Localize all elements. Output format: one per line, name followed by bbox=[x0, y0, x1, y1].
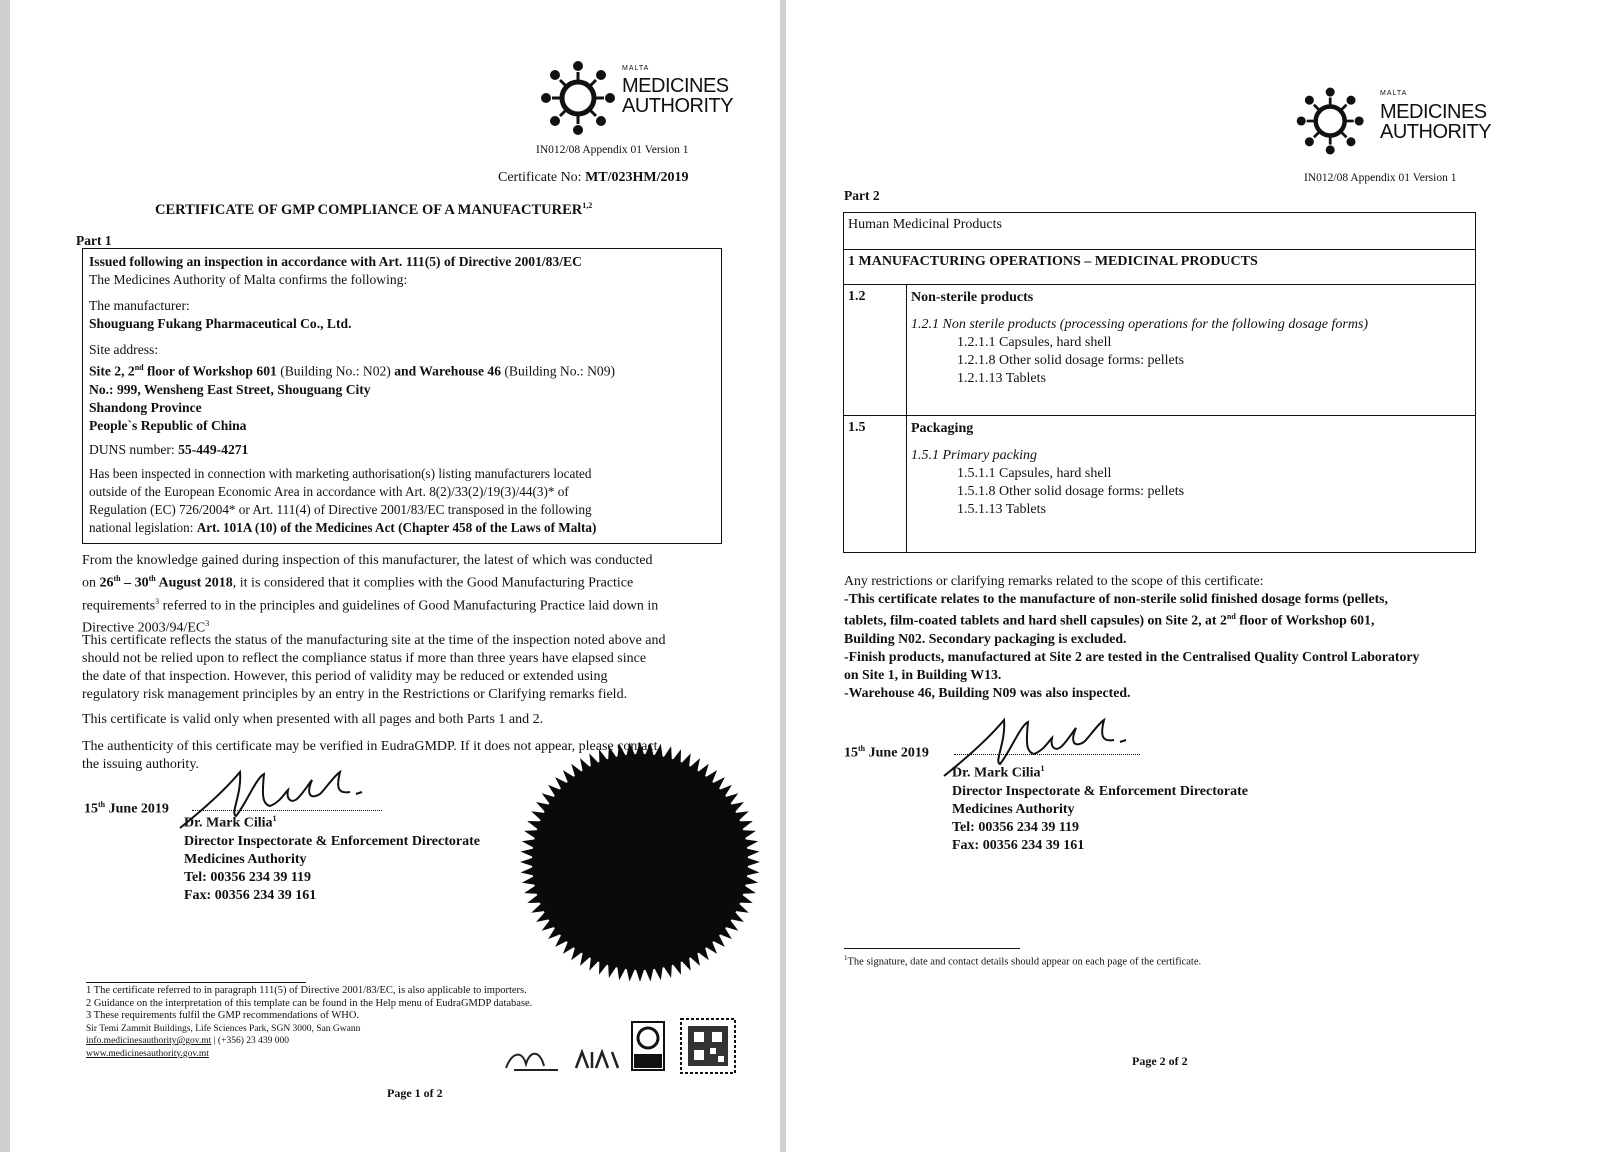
signer-fax: Fax: 00356 234 39 161 bbox=[952, 837, 1085, 853]
date-day: 15 bbox=[844, 745, 858, 761]
duns-value: 55-449-4271 bbox=[178, 441, 249, 457]
page-number-1: Page 1 of 2 bbox=[387, 1086, 443, 1100]
date-rest: June 2019 bbox=[865, 745, 929, 761]
signer-role: Director Inspectorate & Enforcement Directorate bbox=[952, 783, 1248, 799]
part-2-label: Part 2 bbox=[844, 188, 880, 203]
restriction-1d: Building N02. Secondary packaging is excluded. bbox=[844, 630, 1127, 646]
knowledge-line-1: From the knowledge gained during inspection of this manufacturer, the latest of which was conducted bbox=[82, 553, 653, 568]
duns-label: DUNS number: bbox=[89, 441, 179, 457]
k2f: August 2018 bbox=[155, 575, 233, 591]
section-subtitle: 1.2.1 Non sterile products (processing operations for the following dosage forms) bbox=[911, 317, 1369, 332]
status-line-2: should not be relied upon to reflect the compliance status if more than three years have elapsed since bbox=[82, 651, 647, 666]
authenticity-line-2: the issuing authority. bbox=[82, 757, 199, 772]
manufacturer-info-box bbox=[82, 248, 722, 544]
document-reference: IN012/08 Appendix 01 Version 1 bbox=[1304, 172, 1457, 184]
date-day: 15 bbox=[84, 801, 98, 817]
title-footnote-ref: 1,2 bbox=[582, 201, 593, 210]
k3a: requirements bbox=[82, 598, 156, 614]
signer-name-text: Dr. Mark Cilia bbox=[184, 815, 273, 831]
signature-date bbox=[84, 800, 169, 818]
inspected-line-3: Regulation (EC) 726/2004* or Art. 111(4) of Directive 2001/83/EC transposed in the following bbox=[89, 501, 592, 517]
k3c: referred to in the principles and guidelines of Good Manufacturing Practice laid down in bbox=[159, 598, 659, 614]
inspected-line-4 bbox=[89, 519, 715, 537]
restriction-1c: floor of Workshop 601, bbox=[1235, 612, 1375, 628]
k4b: 3 bbox=[205, 619, 210, 629]
signer-name-text: Dr. Mark Cilia bbox=[952, 765, 1041, 781]
logo-line-1: MEDICINES bbox=[1380, 101, 1487, 123]
logo-country: MALTA bbox=[622, 65, 650, 72]
authority-phone: | (+356) 23 439 000 bbox=[211, 1036, 289, 1046]
section-content-cell bbox=[907, 285, 1476, 416]
sun-emblem-icon bbox=[1294, 84, 1370, 158]
validity-line: This certificate is valid only when presented with all pages and both Parts 1 and 2. bbox=[82, 712, 544, 727]
qr-code-icon bbox=[680, 1018, 736, 1074]
medicines-authority-logo-page-2 bbox=[1294, 84, 1494, 174]
product-type: Human Medicinal Products bbox=[848, 217, 1002, 232]
footnote-sup: 1 bbox=[844, 954, 848, 962]
partner-logo-1-icon bbox=[500, 1042, 564, 1076]
manufacturer-label: The manufacturer: bbox=[89, 298, 190, 313]
restriction-2a: -Finish products, manufactured at Site 2 are tested in the Centralised Quality Control Laboratory bbox=[844, 648, 1420, 664]
section-title: Non-sterile products bbox=[911, 290, 1034, 305]
section-code: 1.2 bbox=[848, 289, 866, 304]
site-address-line-1 bbox=[89, 359, 715, 381]
site-a-sup: nd bbox=[134, 363, 144, 372]
section-subtitle: 1.5.1 Primary packing bbox=[911, 448, 1037, 463]
site-address-line-3: Shandong Province bbox=[89, 399, 202, 415]
partner-logo-2-icon bbox=[572, 1046, 624, 1074]
part-1-label: Part 1 bbox=[76, 233, 112, 248]
section-item: 1.5.1.1 Capsules, hard shell bbox=[957, 466, 1112, 481]
inspected-line-1: Has been inspected in connection with marketing authorisation(s) listing manufacturers located bbox=[89, 465, 592, 481]
footnote-separator bbox=[86, 982, 306, 983]
section-item: 1.2.1.1 Capsules, hard shell bbox=[957, 335, 1112, 350]
issued-line: Issued following an inspection in accordance with Art. 111(5) of Directive 2001/83/EC bbox=[89, 254, 582, 269]
restriction-1b-text: tablets, film-coated tablets and hard shell capsules) on Site 2, at 2 bbox=[844, 612, 1227, 628]
footnote-2: 2 Guidance on the interpretation of this template can be found in the Help menu of EudraGMDP database. bbox=[86, 997, 533, 1009]
status-line-1: This certificate reflects the status of the manufacturing site at the time of the inspection noted above and bbox=[82, 633, 666, 648]
date-rest: June 2019 bbox=[105, 801, 169, 817]
site-d: and Warehouse 46 bbox=[394, 363, 501, 379]
manufacturing-operations-table bbox=[843, 212, 1476, 553]
footnote-separator-page-2 bbox=[844, 948, 1020, 949]
k2b: 26 bbox=[99, 575, 114, 591]
restriction-1b bbox=[844, 608, 1484, 630]
page-number-2: Page 2 of 2 bbox=[1132, 1054, 1188, 1068]
site-c: (Building No.: N02) bbox=[276, 363, 395, 379]
footnote-3: 3 These requirements fulfil the GMP recommendations of WHO. bbox=[86, 1010, 360, 1021]
restrictions-label: Any restrictions or clarifying remarks related to the scope of this certificate: bbox=[844, 573, 1264, 588]
authority-address: Sir Temi Zammit Buildings, Life Sciences Park, SGN 3000, San Gwann bbox=[86, 1023, 361, 1034]
section-item: 1.5.1.13 Tablets bbox=[957, 502, 1046, 517]
authority-email-link[interactable]: info.medicinesauthority@gov.mt bbox=[86, 1036, 212, 1046]
manufacturer-name: Shouguang Fukang Pharmaceutical Co., Ltd. bbox=[89, 316, 352, 331]
medicines-authority-logo bbox=[538, 58, 738, 148]
section-header-cell bbox=[844, 250, 1476, 285]
product-type-cell bbox=[844, 213, 1476, 250]
certificate-title bbox=[155, 201, 592, 219]
knowledge-line-2 bbox=[82, 570, 728, 593]
signer-name bbox=[952, 760, 1248, 783]
signer-name bbox=[184, 810, 480, 833]
section-content-cell bbox=[907, 416, 1476, 553]
authority-website-link[interactable]: www.medicinesauthority.gov.mt bbox=[86, 1048, 209, 1059]
site-a: Site 2, 2 bbox=[89, 363, 135, 379]
restriction-3: -Warehouse 46, Building N09 was also inspected. bbox=[844, 684, 1131, 700]
site-address-label: Site address: bbox=[89, 342, 159, 357]
logo-line-1: MEDICINES bbox=[622, 75, 729, 97]
status-paragraph bbox=[82, 632, 728, 704]
section-code-cell bbox=[844, 285, 907, 416]
status-line-4: regulatory risk management principles by an entry in the Restrictions or Clarifying remarks field. bbox=[82, 687, 628, 702]
logo-line-2: AUTHORITY bbox=[622, 95, 734, 117]
k2g: , it is considered that it complies with the Good Manufacturing Practice bbox=[232, 575, 634, 591]
signer-block-page-2 bbox=[952, 760, 1248, 855]
site-b: floor of Workshop 601 bbox=[143, 363, 277, 379]
section-code-cell bbox=[844, 416, 907, 553]
duns-number bbox=[89, 441, 715, 459]
section-item: 1.2.1.13 Tablets bbox=[957, 371, 1046, 386]
authenticity-line-1: The authenticity of this certificate may be verified in EudraGMDP. If it does not appear, please contact bbox=[82, 739, 658, 754]
certificate-page-2 bbox=[786, 0, 1600, 1152]
footnote-1: 1 The certificate referred to in paragraph 111(5) of Directive 2001/83/EC, is also applicable to importers. bbox=[86, 985, 527, 996]
sun-emblem-icon bbox=[538, 58, 622, 138]
restrictions-block bbox=[844, 572, 1484, 702]
signer-org: Medicines Authority bbox=[952, 801, 1075, 817]
footnote-text: The signature, date and contact details should appear on each page of the certificate. bbox=[847, 956, 1202, 968]
site-address-line-4: People`s Republic of China bbox=[89, 417, 247, 433]
k2d: – 30 bbox=[120, 575, 149, 591]
official-seal-stamp bbox=[518, 740, 762, 984]
section-item: 1.2.1.8 Other solid dosage forms: pellets bbox=[957, 353, 1185, 368]
certificate-number-label: Certificate No: bbox=[498, 170, 582, 185]
restriction-1b-sup: nd bbox=[1226, 612, 1236, 621]
date-sup: th bbox=[858, 744, 866, 753]
inspected-4b: Art. 101A (10) of the Medicines Act (Chapter 458 of the Laws of Malta) bbox=[196, 519, 597, 535]
authority-contact bbox=[86, 1035, 532, 1048]
signer-name-sup: 1 bbox=[272, 814, 277, 823]
k2e: th bbox=[148, 574, 156, 583]
signer-block-page-1 bbox=[184, 810, 480, 905]
k4a: Directive 2003/94/EC bbox=[82, 620, 206, 636]
knowledge-paragraph bbox=[82, 552, 728, 638]
signer-name-sup: 1 bbox=[1040, 764, 1045, 773]
section-title: Packaging bbox=[911, 421, 974, 436]
knowledge-line-3 bbox=[82, 593, 728, 616]
signer-tel: Tel: 00356 234 39 119 bbox=[952, 819, 1080, 835]
footnote-page-2 bbox=[844, 952, 1201, 969]
k2c: th bbox=[113, 574, 121, 583]
signer-fax: Fax: 00356 234 39 161 bbox=[184, 887, 317, 903]
certificate-number-value: MT/023HM/2019 bbox=[585, 170, 689, 185]
certificate-number bbox=[498, 170, 689, 186]
certificate-page-1 bbox=[10, 0, 780, 1152]
section-item: 1.5.1.8 Other solid dosage forms: pellets bbox=[957, 484, 1185, 499]
signer-role: Director Inspectorate & Enforcement Directorate bbox=[184, 833, 480, 849]
date-sup: th bbox=[98, 800, 106, 809]
confirm-line: The Medicines Authority of Malta confirms the following: bbox=[89, 272, 408, 287]
site-address-line-2: No.: 999, Wensheng East Street, Shouguang City bbox=[89, 381, 371, 397]
restriction-2b: on Site 1, in Building W13. bbox=[844, 666, 1002, 682]
site-e: (Building No.: N09) bbox=[501, 363, 616, 379]
section-code: 1.5 bbox=[848, 420, 866, 435]
signer-org: Medicines Authority bbox=[184, 851, 307, 867]
logo-line-2: AUTHORITY bbox=[1380, 121, 1492, 143]
k3b: 3 bbox=[155, 596, 160, 606]
footnotes-page-1 bbox=[86, 985, 532, 1060]
logo-country: MALTA bbox=[1380, 90, 1408, 97]
certificate-title-text: CERTIFICATE OF GMP COMPLIANCE OF A MANUFACTURER bbox=[155, 201, 583, 218]
inspected-line-2: outside of the European Economic Area in accordance with Art. 8(2)/33(2)/19(3)/44(3)* of bbox=[89, 483, 569, 499]
certification-badge-icon bbox=[630, 1020, 666, 1072]
status-line-3: the date of that inspection. However, this period of validity may be reduced or extended using bbox=[82, 669, 608, 684]
restriction-1a: -This certificate relates to the manufacture of non-sterile solid finished dosage forms (pellets, bbox=[844, 591, 1388, 606]
inspected-4a: national legislation: bbox=[89, 519, 197, 535]
k2a: on bbox=[82, 575, 100, 591]
section-header: 1 MANUFACTURING OPERATIONS – MEDICINAL PRODUCTS bbox=[848, 254, 1258, 269]
signer-tel: Tel: 00356 234 39 119 bbox=[184, 869, 312, 885]
document-reference: IN012/08 Appendix 01 Version 1 bbox=[536, 144, 689, 156]
signature-date-page-2 bbox=[844, 744, 929, 762]
